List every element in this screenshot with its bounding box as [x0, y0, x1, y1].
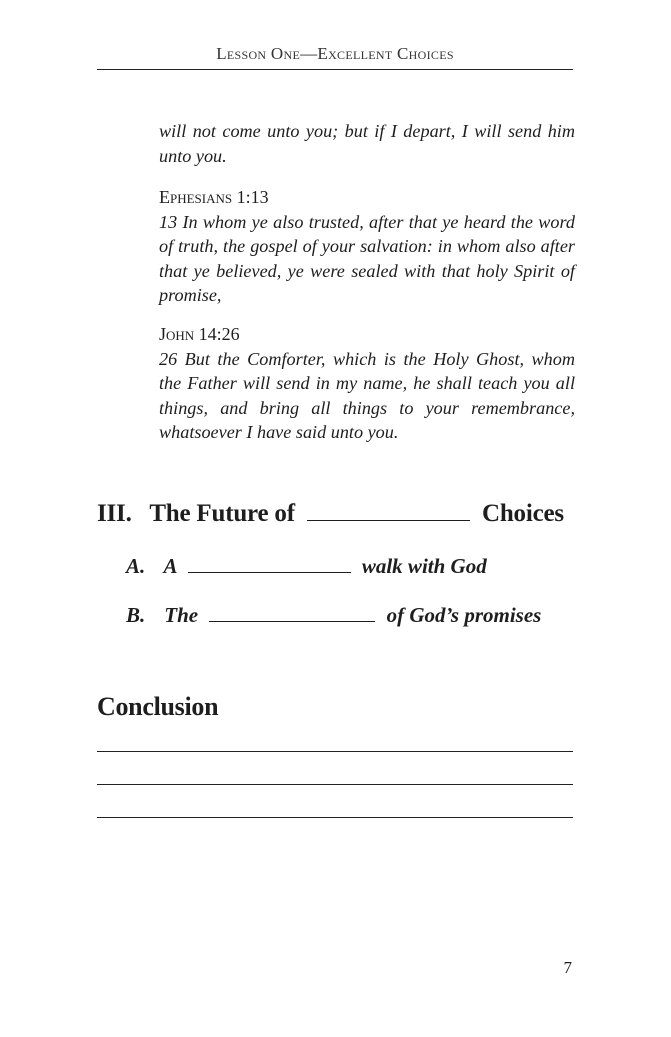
section-title-start: The Future of [149, 500, 295, 527]
verse-ephesians [159, 185, 575, 308]
verse-reference: Ephesians 1:13 [159, 187, 269, 207]
running-head: Lesson One—Excellent Choices [216, 44, 454, 63]
verse-reference: John 14:26 [159, 324, 240, 344]
continued-verse-block [159, 119, 575, 168]
verse-text: 13 In whom ye also trusted, after that ye heard the word of truth, the gospel of your salvation: in whom also after that ye believed, ye were sealed with that holy Spirit of promise, [159, 211, 575, 305]
point-label: B. [126, 603, 146, 627]
fill-in-blank[interactable] [209, 620, 375, 622]
point-text-start: A [163, 554, 177, 578]
fill-in-blank[interactable] [307, 519, 470, 521]
header-rule [97, 69, 573, 70]
point-text-end: of God’s promises [386, 603, 542, 627]
page-number: 7 [563, 958, 572, 977]
point-label: A. [126, 554, 146, 578]
conclusion-writing-line[interactable] [97, 784, 573, 785]
conclusion-writing-line[interactable] [97, 817, 573, 818]
conclusion-writing-line[interactable] [97, 751, 573, 752]
continued-verse-text: will not come unto you; but if I depart, I will send him unto you. [159, 121, 575, 166]
point-text-start: The [164, 603, 199, 627]
section-title-end: Choices [481, 500, 564, 527]
verse-text: 26 But the Comforter, which is the Holy Ghost, whom the Father will send in my name, he shall teach you all things, and bring all things to your remembrance, whatsoever I have said unto you. [159, 348, 575, 442]
point-text-end: walk with God [361, 554, 487, 578]
section-number: III. [97, 500, 132, 527]
section-heading-iii [97, 500, 564, 528]
point-a [126, 554, 487, 579]
verse-john [159, 322, 575, 445]
fill-in-blank[interactable] [188, 571, 351, 573]
conclusion-heading: Conclusion [97, 692, 219, 721]
point-b [126, 603, 541, 628]
